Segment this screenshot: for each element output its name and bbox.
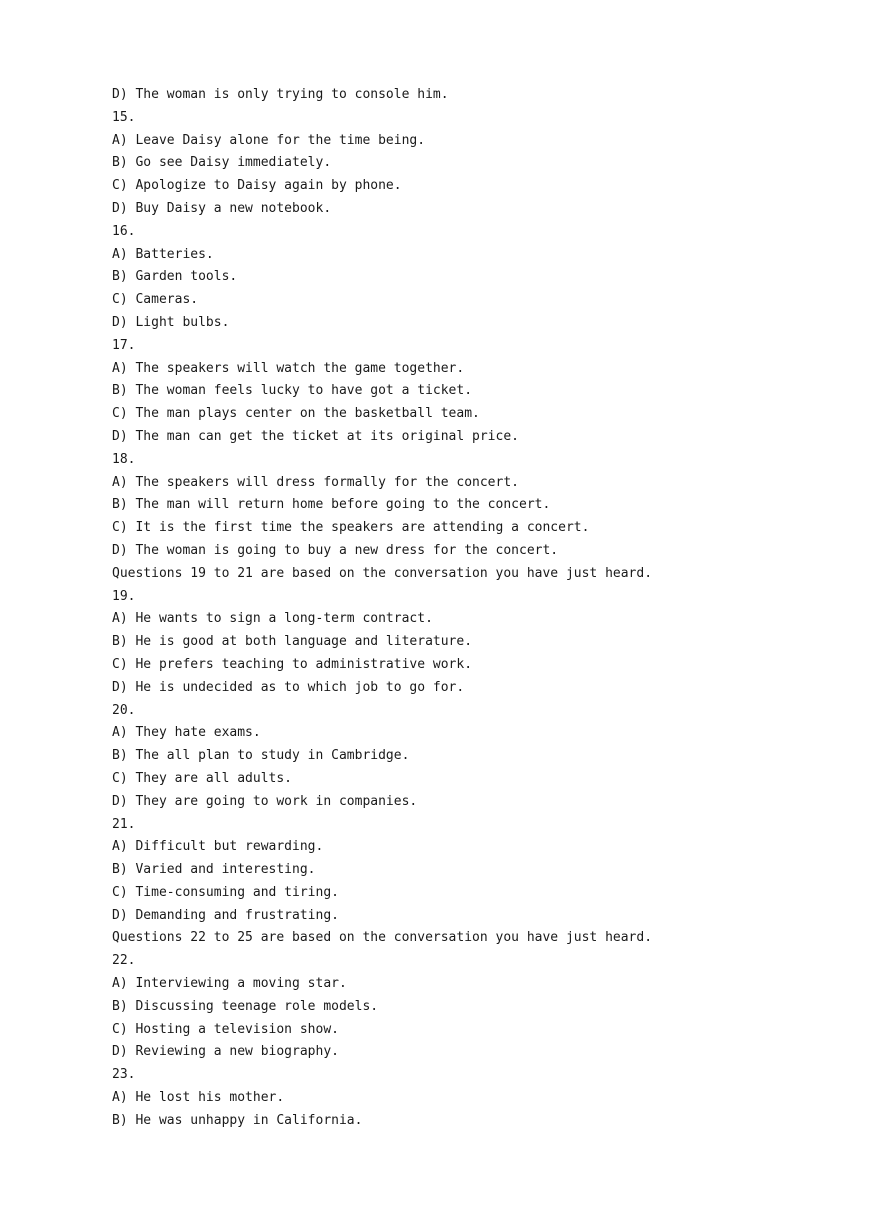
option-23-a: A) He lost his mother. [112, 1090, 285, 1106]
option-19-d: D) He is undecided as to which job to go for. [112, 679, 465, 695]
question-number-18: 18. [112, 451, 136, 467]
question-number-19: 19. [112, 588, 136, 604]
option-17-d: D) The man can get the ticket at its original price. [112, 428, 519, 444]
option-18-d: D) The woman is going to buy a new dress for the concert. [112, 542, 559, 558]
option-17-c: C) The man plays center on the basketball team. [112, 406, 480, 422]
option-22-a: A) Interviewing a moving star. [112, 976, 347, 992]
option-21-c: C) Time-consuming and tiring. [112, 884, 339, 900]
option-18-c: C) It is the first time the speakers are attending a concert. [112, 520, 590, 536]
option-15-d: D) Buy Daisy a new notebook. [112, 200, 332, 216]
option-23-b: B) He was unhappy in California. [112, 1112, 363, 1128]
option-16-c: C) Cameras. [112, 292, 199, 308]
option-15-c: C) Apologize to Daisy again by phone. [112, 178, 402, 194]
option-20-d: D) They are going to work in companies. [112, 793, 418, 809]
question-number-15: 15. [112, 109, 136, 125]
option-15-b: B) Go see Daisy immediately. [112, 155, 332, 171]
question-number-20: 20. [112, 702, 136, 718]
option-20-a: A) They hate exams. [112, 725, 261, 741]
option-16-d: D) Light bulbs. [112, 314, 230, 330]
section-instruction-22-25: Questions 22 to 25 are based on the conversation you have just heard. [112, 930, 653, 946]
question-number-22: 22. [112, 953, 136, 969]
question-number-17: 17. [112, 337, 136, 353]
question-number-16: 16. [112, 223, 136, 239]
option-20-b: B) The all plan to study in Cambridge. [112, 748, 410, 764]
option-18-a: A) The speakers will dress formally for the concert. [112, 474, 519, 490]
question-number-21: 21. [112, 816, 136, 832]
option-19-c: C) He prefers teaching to administrative work. [112, 656, 473, 672]
option-15-a: A) Leave Daisy alone for the time being. [112, 132, 426, 148]
option-14-d: D) The woman is only trying to console him. [112, 87, 449, 102]
option-17-a: A) The speakers will watch the game together. [112, 360, 465, 376]
option-19-b: B) He is good at both language and literature. [112, 634, 473, 650]
option-21-d: D) Demanding and frustrating. [112, 907, 339, 923]
section-instruction-19-21: Questions 19 to 21 are based on the conversation you have just heard. [112, 565, 653, 581]
option-18-b: B) The man will return home before going to the concert. [112, 497, 551, 513]
option-16-b: B) Garden tools. [112, 269, 238, 285]
document-body [112, 84, 832, 1133]
question-number-23: 23. [112, 1067, 136, 1083]
option-17-b: B) The woman feels lucky to have got a ticket. [112, 383, 473, 399]
option-16-a: A) Batteries. [112, 246, 214, 262]
option-22-d: D) Reviewing a new biography. [112, 1044, 339, 1060]
option-19-a: A) He wants to sign a long-term contract. [112, 611, 433, 627]
option-21-b: B) Varied and interesting. [112, 862, 316, 878]
option-22-c: C) Hosting a television show. [112, 1021, 339, 1037]
option-22-b: B) Discussing teenage role models. [112, 998, 379, 1014]
option-20-c: C) They are all adults. [112, 770, 293, 786]
option-21-a: A) Difficult but rewarding. [112, 839, 324, 855]
